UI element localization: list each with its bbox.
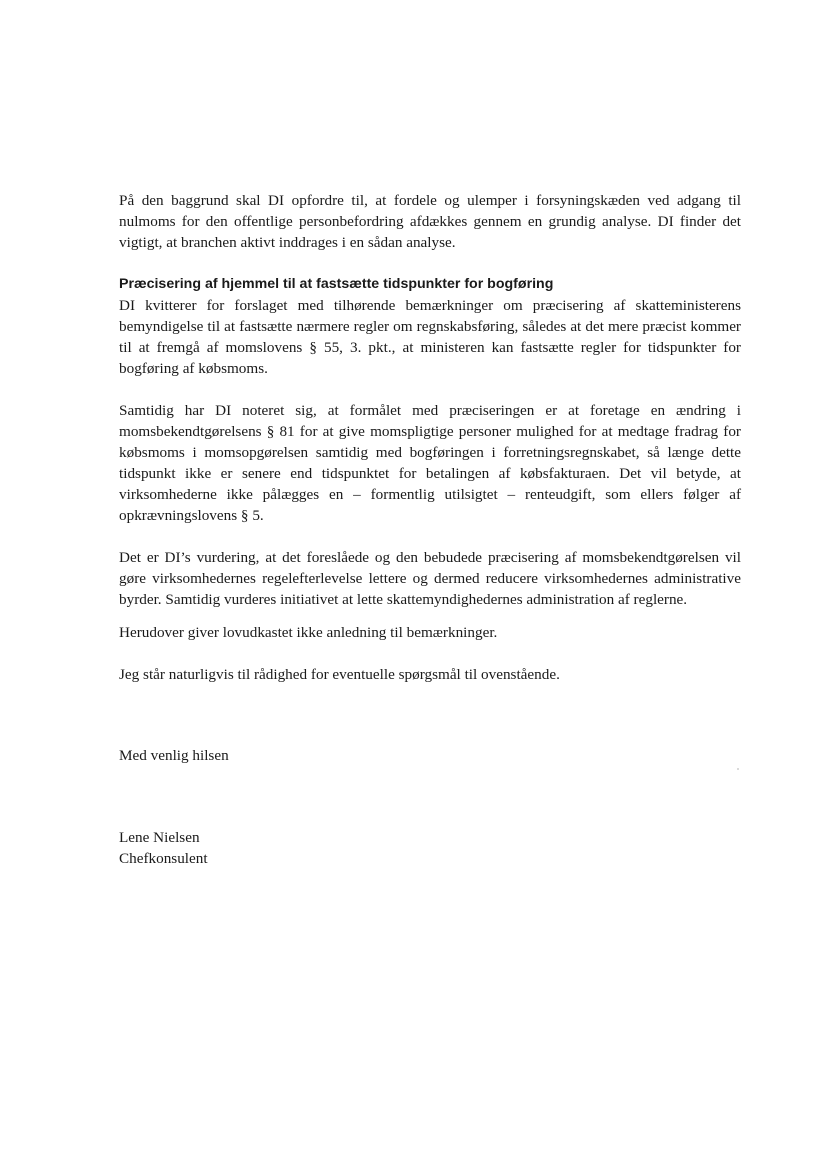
paragraph-assessment: Det er DI’s vurdering, at det foreslåede og den bebudede præcisering af momsbekendtgørelsen vil gøre virksomhedernes regelefterlevelse lettere og dermed reducere virksomhedernes administrative byrder. Samtidig vurderes initiativet at lette skattemyndighedernes administration af reglerne. — [119, 549, 741, 608]
scan-speck — [737, 768, 739, 770]
spacer — [119, 610, 741, 622]
signature-title: Chefkonsulent — [119, 850, 208, 867]
paragraph-precision: DI kvitterer for forslaget med tilhørende bemærkninger om præcisering af skatteministerens bemyndigelse til at fastsætte nærmere regler om regnskabsføring, således at det mere præcist kommer til at fremgå af momslovens § 55, 3. pkt., at ministeren kan fastsætte regler for tidspunkter for bogføring af købsmoms. — [119, 297, 741, 377]
paragraph-availability: Jeg står naturligvis til rådighed for eventuelle spørgsmål til ovenstående. — [119, 666, 560, 683]
signature-name: Lene Nielsen — [119, 829, 200, 846]
paragraph-analysis: På den baggrund skal DI opfordre til, at fordele og ulemper i forsyningskæden ved adgang til nulmoms for den offentlige personbefordring afdækkes gennem en grundig analyse. DI finder det vigtigt, at branchen aktivt inddrages i en sådan analyse. — [119, 192, 741, 251]
signature-block — [119, 827, 208, 869]
paragraph-no-remarks: Herudover giver lovudkastet ikke anledning til bemærkninger. — [119, 624, 498, 641]
paragraph-purpose: Samtidig har DI noteret sig, at formålet med præciseringen er at foretage en ændring i momsbekendtgørelsens § 81 for at give momspligtige personer mulighed for at medtage fradrag for købsmoms i momsopgørelsen samtidig med bogføringen i forretningsregnskabet, så længe dette tidspunkt ikke er senere end tidspunktet for betalingen af købsfakturaen. Det vil betyde, at virksomhederne ikke pålægges en – formentlig utilsigtet – renteudgift, som ellers følger af opkrævningslovens § 5. — [119, 402, 741, 524]
letter-body — [119, 190, 741, 685]
section-heading: Præcisering af hjemmel til at fastsætte tidspunkter for bogføring — [119, 276, 554, 292]
closing-salutation: Med venlig hilsen — [119, 747, 229, 764]
